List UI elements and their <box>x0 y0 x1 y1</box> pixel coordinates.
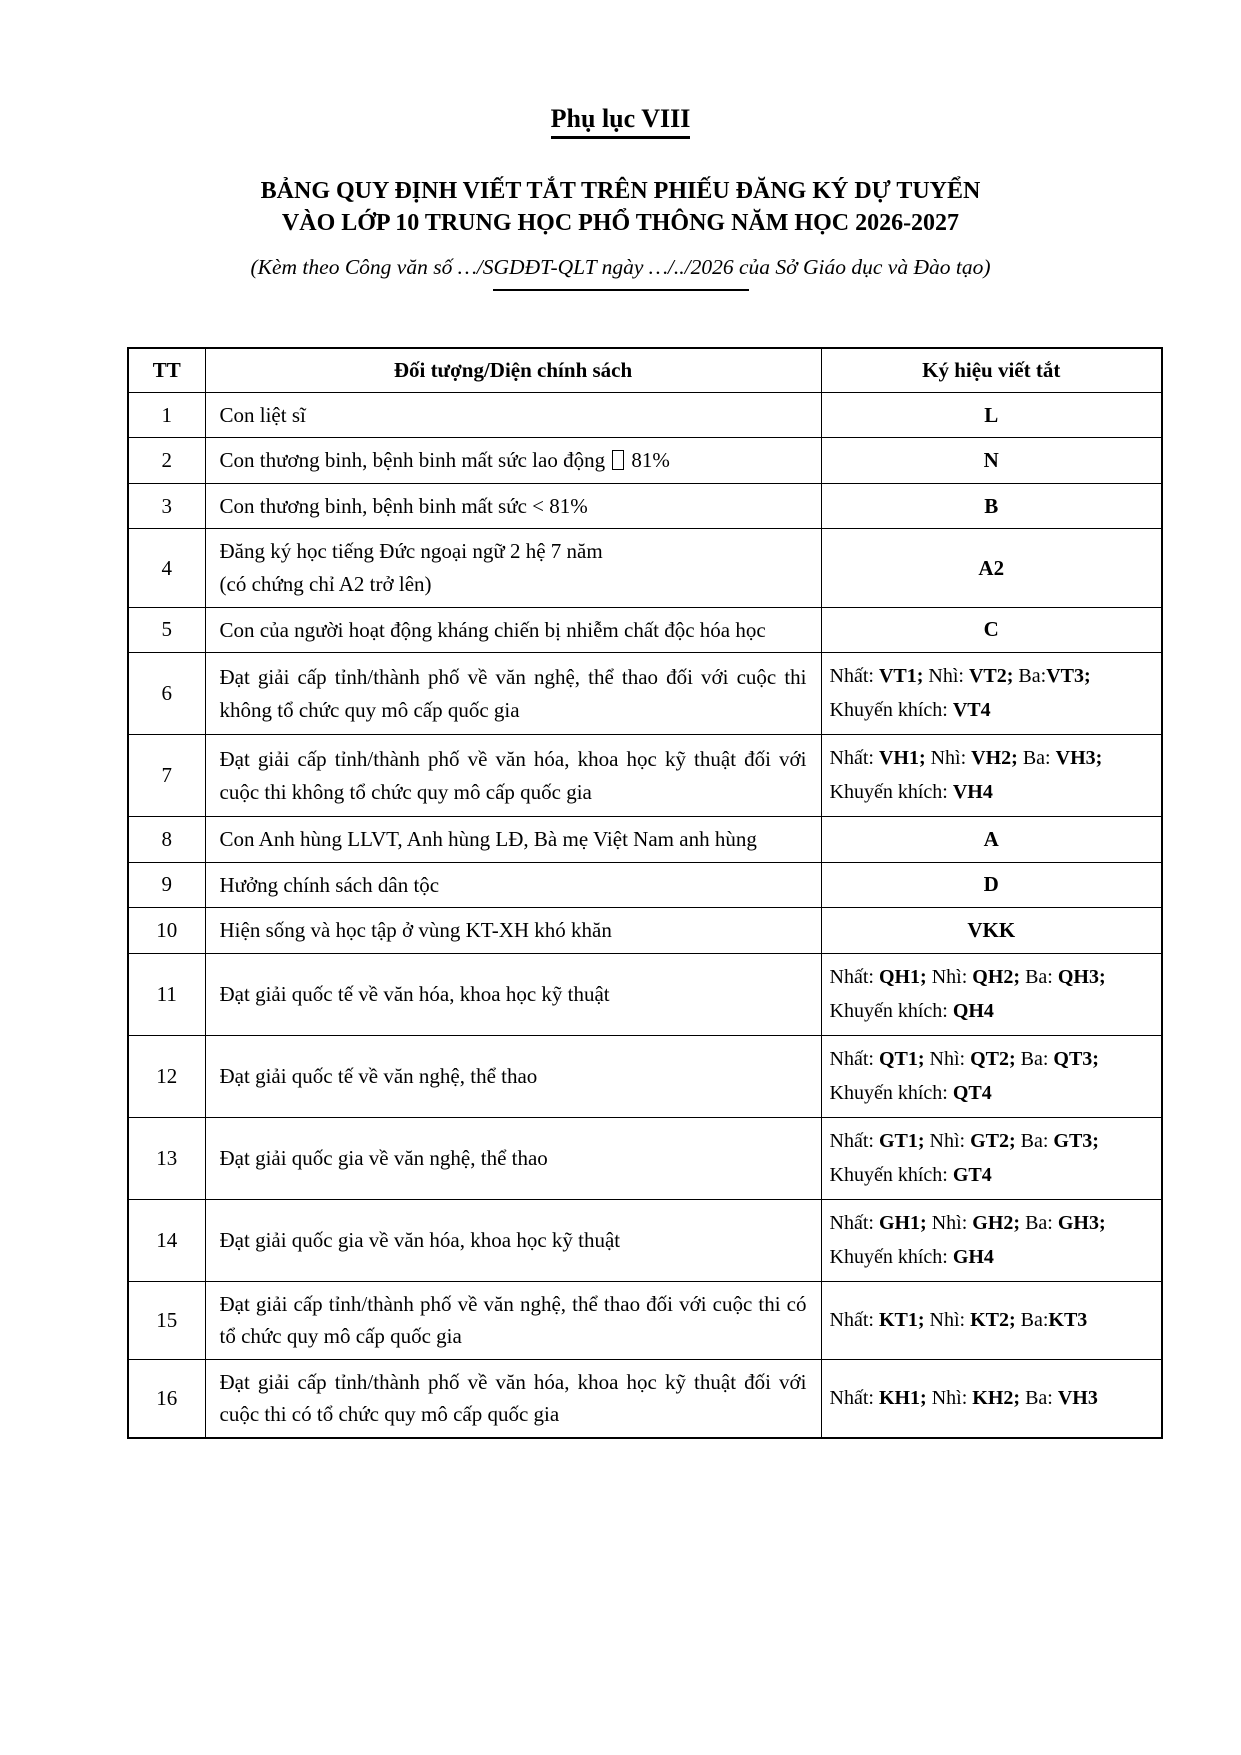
table-row <box>128 735 1162 817</box>
row-number-cell: 2 <box>128 438 205 484</box>
table-row <box>128 1117 1162 1199</box>
policy-description-cell: Con thương binh, bệnh binh mất sức < 81% <box>205 483 821 529</box>
table-row <box>128 483 1162 529</box>
abbreviation-code-cell: L <box>821 392 1162 438</box>
row-number-cell: 5 <box>128 607 205 653</box>
heading-line-1: BẢNG QUY ĐỊNH VIẾT TẮT TRÊN PHIẾU ĐĂNG KÝ DỰ TUYỂN <box>260 178 981 204</box>
abbreviation-code-cell: N <box>821 438 1162 484</box>
policy-description-cell: Con thương binh, bệnh binh mất sức lao động 81% <box>205 438 821 484</box>
abbreviation-code-cell: Nhất: KH1; Nhì: KH2; Ba: VH3 <box>821 1359 1162 1438</box>
abbreviation-code-cell: Nhất: QT1; Nhì: QT2; Ba: QT3; Khuyến khích: QT4 <box>821 1035 1162 1117</box>
table-row <box>128 817 1162 863</box>
abbreviation-code-cell: Nhất: QH1; Nhì: QH2; Ba: QH3; Khuyến khích: QH4 <box>821 953 1162 1035</box>
table-row <box>128 438 1162 484</box>
row-number-cell: 10 <box>128 908 205 954</box>
policy-description-cell: Đạt giải quốc tế về văn hóa, khoa học kỹ thuật <box>205 953 821 1035</box>
policy-description-cell: Đạt giải cấp tỉnh/thành phố về văn nghệ, thể thao đối với cuộc thi không tổ chức quy mô cấp quốc gia <box>205 653 821 735</box>
policy-description-cell: Con Anh hùng LLVT, Anh hùng LĐ, Bà mẹ Việt Nam anh hùng <box>205 817 821 863</box>
policy-description-cell: Đạt giải cấp tỉnh/thành phố về văn nghệ, thể thao đối với cuộc thi có tổ chức quy mô cấp quốc gia <box>205 1281 821 1359</box>
abbreviation-code-cell: B <box>821 483 1162 529</box>
row-number-cell: 14 <box>128 1199 205 1281</box>
abbreviation-code-cell: Nhất: KT1; Nhì: KT2; Ba:KT3 <box>821 1281 1162 1359</box>
row-number-cell: 1 <box>128 392 205 438</box>
policy-description-cell: Đạt giải cấp tỉnh/thành phố về văn hóa, khoa học kỹ thuật đối với cuộc thi không tổ chức quy mô cấp quốc gia <box>205 735 821 817</box>
table-row <box>128 392 1162 438</box>
abbreviation-table <box>127 347 1163 1439</box>
policy-description-cell: Hiện sống và học tập ở vùng KT-XH khó khăn <box>205 908 821 954</box>
table-row <box>128 862 1162 908</box>
row-number-cell: 15 <box>128 1281 205 1359</box>
abbreviation-code-cell: A <box>821 817 1162 863</box>
row-number-cell: 8 <box>128 817 205 863</box>
policy-description-cell: Đạt giải cấp tỉnh/thành phố về văn hóa, khoa học kỹ thuật đối với cuộc thi có tổ chức quy mô cấp quốc gia <box>205 1359 821 1438</box>
heading-line-2: VÀO LỚP 10 TRUNG HỌC PHỔ THÔNG NĂM HỌC 2026-2027 <box>281 209 960 236</box>
row-number-cell: 12 <box>128 1035 205 1117</box>
row-number-cell: 13 <box>128 1117 205 1199</box>
table-row <box>128 1199 1162 1281</box>
policy-description-cell: Con liệt sĩ <box>205 392 821 438</box>
header-cell-subject: Đối tượng/Diện chính sách <box>205 348 821 392</box>
row-number-cell: 7 <box>128 735 205 817</box>
row-number-cell: 4 <box>128 529 205 607</box>
row-number-cell: 6 <box>128 653 205 735</box>
appendix-title <box>0 104 1241 134</box>
document-heading <box>0 176 1241 239</box>
policy-description-cell: Đạt giải quốc gia về văn nghệ, thể thao <box>205 1117 821 1199</box>
abbreviation-code-cell: A2 <box>821 529 1162 607</box>
table-row <box>128 908 1162 954</box>
policy-description-cell: Đăng ký học tiếng Đức ngoại ngữ 2 hệ 7 năm (có chứng chỉ A2 trở lên) <box>205 529 821 607</box>
abbreviation-code-cell: VKK <box>821 908 1162 954</box>
table-row <box>128 1281 1162 1359</box>
policy-description-cell: Con của người hoạt động kháng chiến bị nhiễm chất độc hóa học <box>205 607 821 653</box>
table-row <box>128 953 1162 1035</box>
table-header-row <box>128 348 1162 392</box>
row-number-cell: 16 <box>128 1359 205 1438</box>
abbreviation-code-cell: Nhất: GH1; Nhì: GH2; Ba: GH3; Khuyến khích: GH4 <box>821 1199 1162 1281</box>
table-row <box>128 529 1162 607</box>
abbreviation-code-cell: Nhất: GT1; Nhì: GT2; Ba: GT3; Khuyến khích: GT4 <box>821 1117 1162 1199</box>
table-row <box>128 653 1162 735</box>
policy-description-cell: Đạt giải quốc tế về văn nghệ, thể thao <box>205 1035 821 1117</box>
appendix-title-text: Phụ lục VIII <box>551 104 691 139</box>
row-number-cell: 9 <box>128 862 205 908</box>
abbreviation-code-cell: D <box>821 862 1162 908</box>
row-number-cell: 3 <box>128 483 205 529</box>
table-row <box>128 1359 1162 1438</box>
abbreviation-table-body <box>128 392 1162 1438</box>
subtitle-separator-line <box>493 289 749 291</box>
header-cell-tt: TT <box>128 348 205 392</box>
policy-description-cell: Đạt giải quốc gia về văn hóa, khoa học kỹ thuật <box>205 1199 821 1281</box>
abbreviation-code-cell: Nhất: VH1; Nhì: VH2; Ba: VH3; Khuyến khích: VH4 <box>821 735 1162 817</box>
document-subtitle: (Kèm theo Công văn số …/SGDĐT-QLT ngày …/../2026 của Sở Giáo dục và Đào tạo) <box>250 255 991 280</box>
abbreviation-code-cell: C <box>821 607 1162 653</box>
policy-description-cell: Hưởng chính sách dân tộc <box>205 862 821 908</box>
table-row <box>128 607 1162 653</box>
missing-glyph-box <box>612 450 624 470</box>
table-row <box>128 1035 1162 1117</box>
abbreviation-code-cell: Nhất: VT1; Nhì: VT2; Ba:VT3; Khuyến khích: VT4 <box>821 653 1162 735</box>
row-number-cell: 11 <box>128 953 205 1035</box>
header-cell-code: Ký hiệu viết tắt <box>821 348 1162 392</box>
